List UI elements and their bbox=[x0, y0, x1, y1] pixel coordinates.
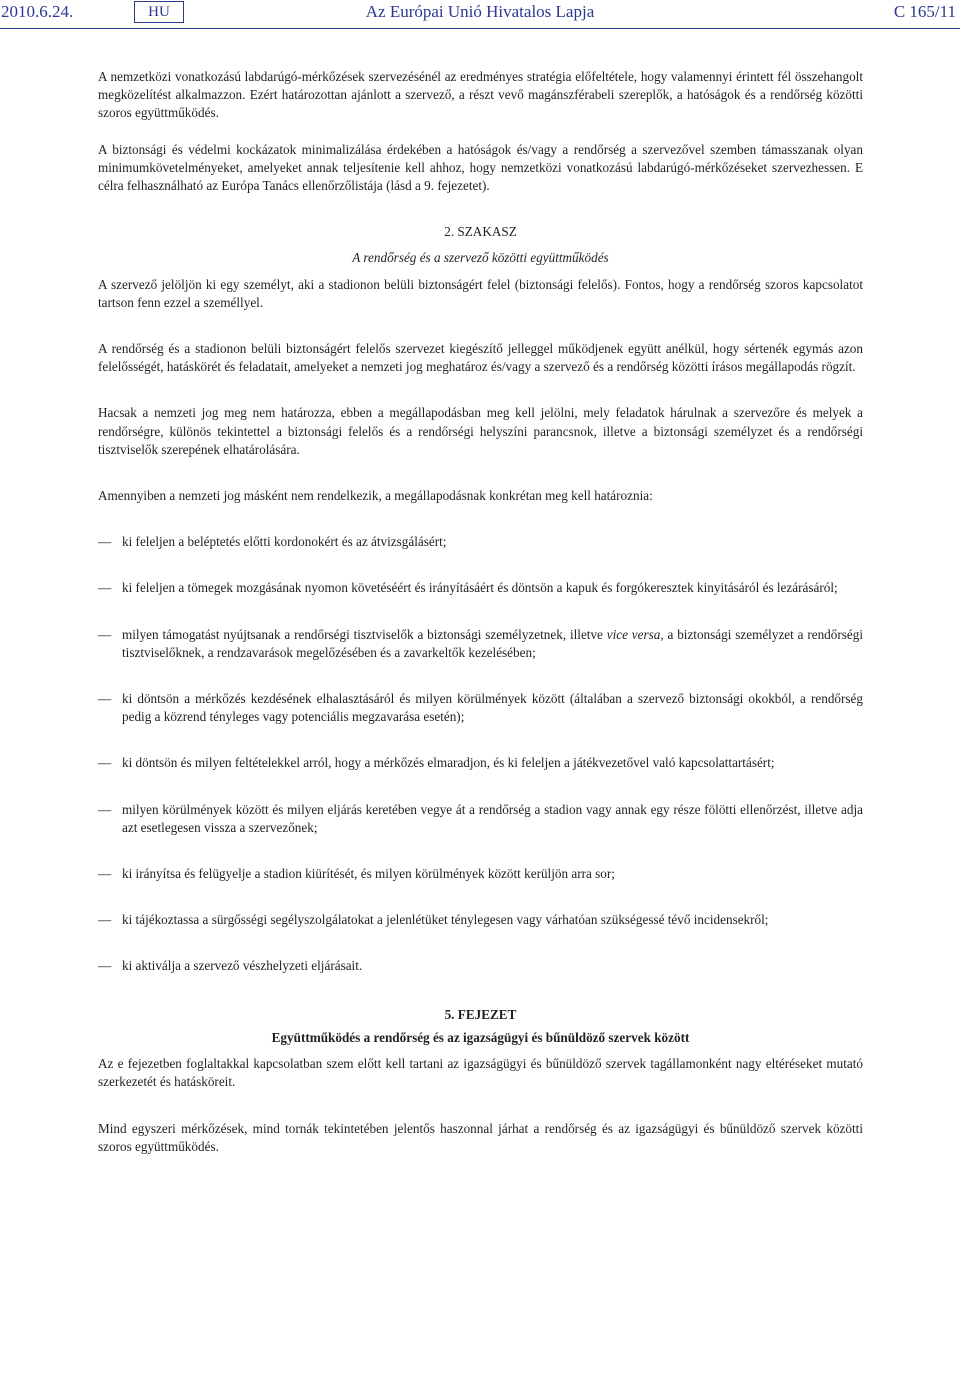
dash-icon: — bbox=[98, 912, 112, 928]
section-subtitle: A rendőrség és a szervező közötti együttműködés bbox=[352, 250, 609, 266]
list-item-text: ki tájékoztassa a sürgősségi segélyszolgálatokat a jelenlétüket ténylegesen vagy várhatóan szükségessé tévő incidensekről; bbox=[122, 912, 769, 928]
list-item-text: ki döntsön a mérkőzés kezdésének elhalasztásáról és milyen körülmények között (általában a szervező biztonsági okokból, a rendőrség pedig a közrend tényleges vagy potenciális megzavarása esetén); bbox=[122, 691, 863, 725]
dash-icon: — bbox=[98, 580, 112, 596]
paragraph-2: A biztonsági és védelmi kockázatok minimalizálása érdekében a hatóságok és/vagy a rendőrség a szervezővel szemben támasszanak olyan minimumkövetelményeket, amelyeket annak teljesítenie kell ahhoz, hogy nemzetközi vonatkozású labdarúgó-mérkőzéseket szervezhessen. E célra felhasználható az Európa Tanács ellenőrzőlistája (lásd a 9. fejezetet). bbox=[98, 141, 863, 194]
list-item bbox=[98, 626, 863, 662]
paragraph-3: A szervező jelöljön ki egy személyt, aki a stadionon belüli biztonságért felel (biztonsági felelős). Fontos, hogy a rendőrség szoros kapcsolatot tartson fenn ezzel a személlyel. bbox=[98, 276, 863, 310]
paragraph-6: Amennyiben a nemzeti jog másként nem rendelkezik, a megállapodásnak konkrétan meg kell határoznia: bbox=[98, 488, 653, 504]
language-code-box: HU bbox=[134, 1, 184, 23]
list-item-text: milyen körülmények között és milyen eljárás keretében vegye át a rendőrség a stadion vagy annak egy része fölötti ellenőrzést, illetve adja azt esetlegesen vissza a szervezőnek; bbox=[122, 801, 863, 835]
page-header bbox=[0, 0, 960, 26]
journal-title: Az Európai Unió Hivatalos Lapja bbox=[365, 2, 595, 21]
paragraph-5: Hacsak a nemzeti jog meg nem határozza, ebben a megállapodásban meg kell jelölni, mely feladatok hárulnak a szervezőre és melyek a rendőrségre, különös tekintettel a biztonsági felelős és a rendőrségi helyszíni parancsnok, illetve a biztonsági személyzet és a rendőrségi tisztviselők szerepének elhatárolására. bbox=[98, 405, 863, 457]
list-item-text: ki irányítsa és felügyelje a stadion kiürítését, és milyen körülmények között kerüljön arra sor; bbox=[122, 866, 615, 882]
page-number: C 165/11 bbox=[893, 2, 956, 21]
paragraph-4: A rendőrség és a stadionon belüli biztonságért felelős szervezet kiegészítő jelleggel működjenek együtt anélkül, hogy sértenék egymás azon felelősségét, hatáskörét és feladatait, amelyeket a nemzeti jog meghatároz és/vagy a szervező és a rendőrség közötti írásos megállapodás rögzít. bbox=[98, 341, 863, 375]
dash-icon: — bbox=[98, 755, 112, 771]
section-title: 2. SZAKASZ bbox=[444, 224, 517, 240]
list-item bbox=[98, 801, 863, 837]
list-item bbox=[98, 533, 863, 551]
chapter-paragraph-2: Mind egyszeri mérkőzések, mind tornák tekintetében jelentős haszonnal járhat a rendőrség és az igazságügyi és bűnüldöző szervek közötti szoros együttműködés. bbox=[98, 1120, 863, 1154]
list-item bbox=[98, 911, 863, 929]
list-item-text: milyen támogatást nyújtsanak a rendőrségi tisztviselők a biztonsági személyzetnek, illetve vice versa, a biztonsági személyzet a rendőrségi tisztviselőknek, a rendzavarások megelőzésében és a zavarkeltők kezelésében; bbox=[122, 626, 863, 660]
dash-icon: — bbox=[98, 626, 112, 642]
list-item bbox=[98, 579, 863, 597]
list-item bbox=[98, 865, 863, 883]
dash-icon: — bbox=[98, 691, 112, 707]
dash-icon: — bbox=[98, 866, 112, 882]
list-item bbox=[98, 754, 863, 772]
list-item bbox=[98, 957, 863, 975]
document-body bbox=[98, 68, 863, 1156]
list-item-text: ki feleljen a tömegek mozgásának nyomon követéséért és irányításáért és döntsön a kapuk és forgókeresztek kinyitásáról és lezárásáról; bbox=[122, 580, 838, 596]
list-item-text: ki feleljen a beléptetés előtti kordonokért és az átvizsgálásért; bbox=[122, 534, 447, 550]
dash-icon: — bbox=[98, 958, 112, 974]
list-item bbox=[98, 690, 863, 726]
dash-icon: — bbox=[98, 801, 112, 817]
requirements-list bbox=[98, 533, 863, 975]
dash-icon: — bbox=[98, 534, 112, 550]
chapter-paragraph-1: Az e fejezetben foglaltakkal kapcsolatban szem előtt kell tartani az igazságügyi és bűnüldöző szervek tagállamonként nagy eltéréseket mutató szerkezetét és hatásköreit. bbox=[98, 1056, 863, 1090]
chapter-number: 5. FEJEZET bbox=[444, 1006, 517, 1022]
header-rule bbox=[0, 28, 960, 29]
chapter-title: Együttműködés a rendőrség és az igazságügyi és bűnüldöző szervek között bbox=[271, 1029, 690, 1045]
list-item-text: ki döntsön és milyen feltételekkel arról, hogy a mérkőzés elmaradjon, és ki feleljen a játékvezetővel való kapcsolattartásért; bbox=[122, 755, 775, 771]
list-item-text: ki aktiválja a szervező vészhelyzeti eljárásait. bbox=[122, 958, 363, 974]
paragraph-1: A nemzetközi vonatkozású labdarúgó-mérkőzések szervezésénél az eredményes stratégia előfeltétele, hogy valamennyi érintett fél összehangolt megközelítést alkalmazzon. Ezért határozottan ajánlott a szervező, a részt vevő magánszférabeli szereplők, a hatóságok és a rendőrség közötti szoros együttműködés. bbox=[98, 69, 863, 121]
publication-date: 2010.6.24. bbox=[1, 2, 74, 21]
